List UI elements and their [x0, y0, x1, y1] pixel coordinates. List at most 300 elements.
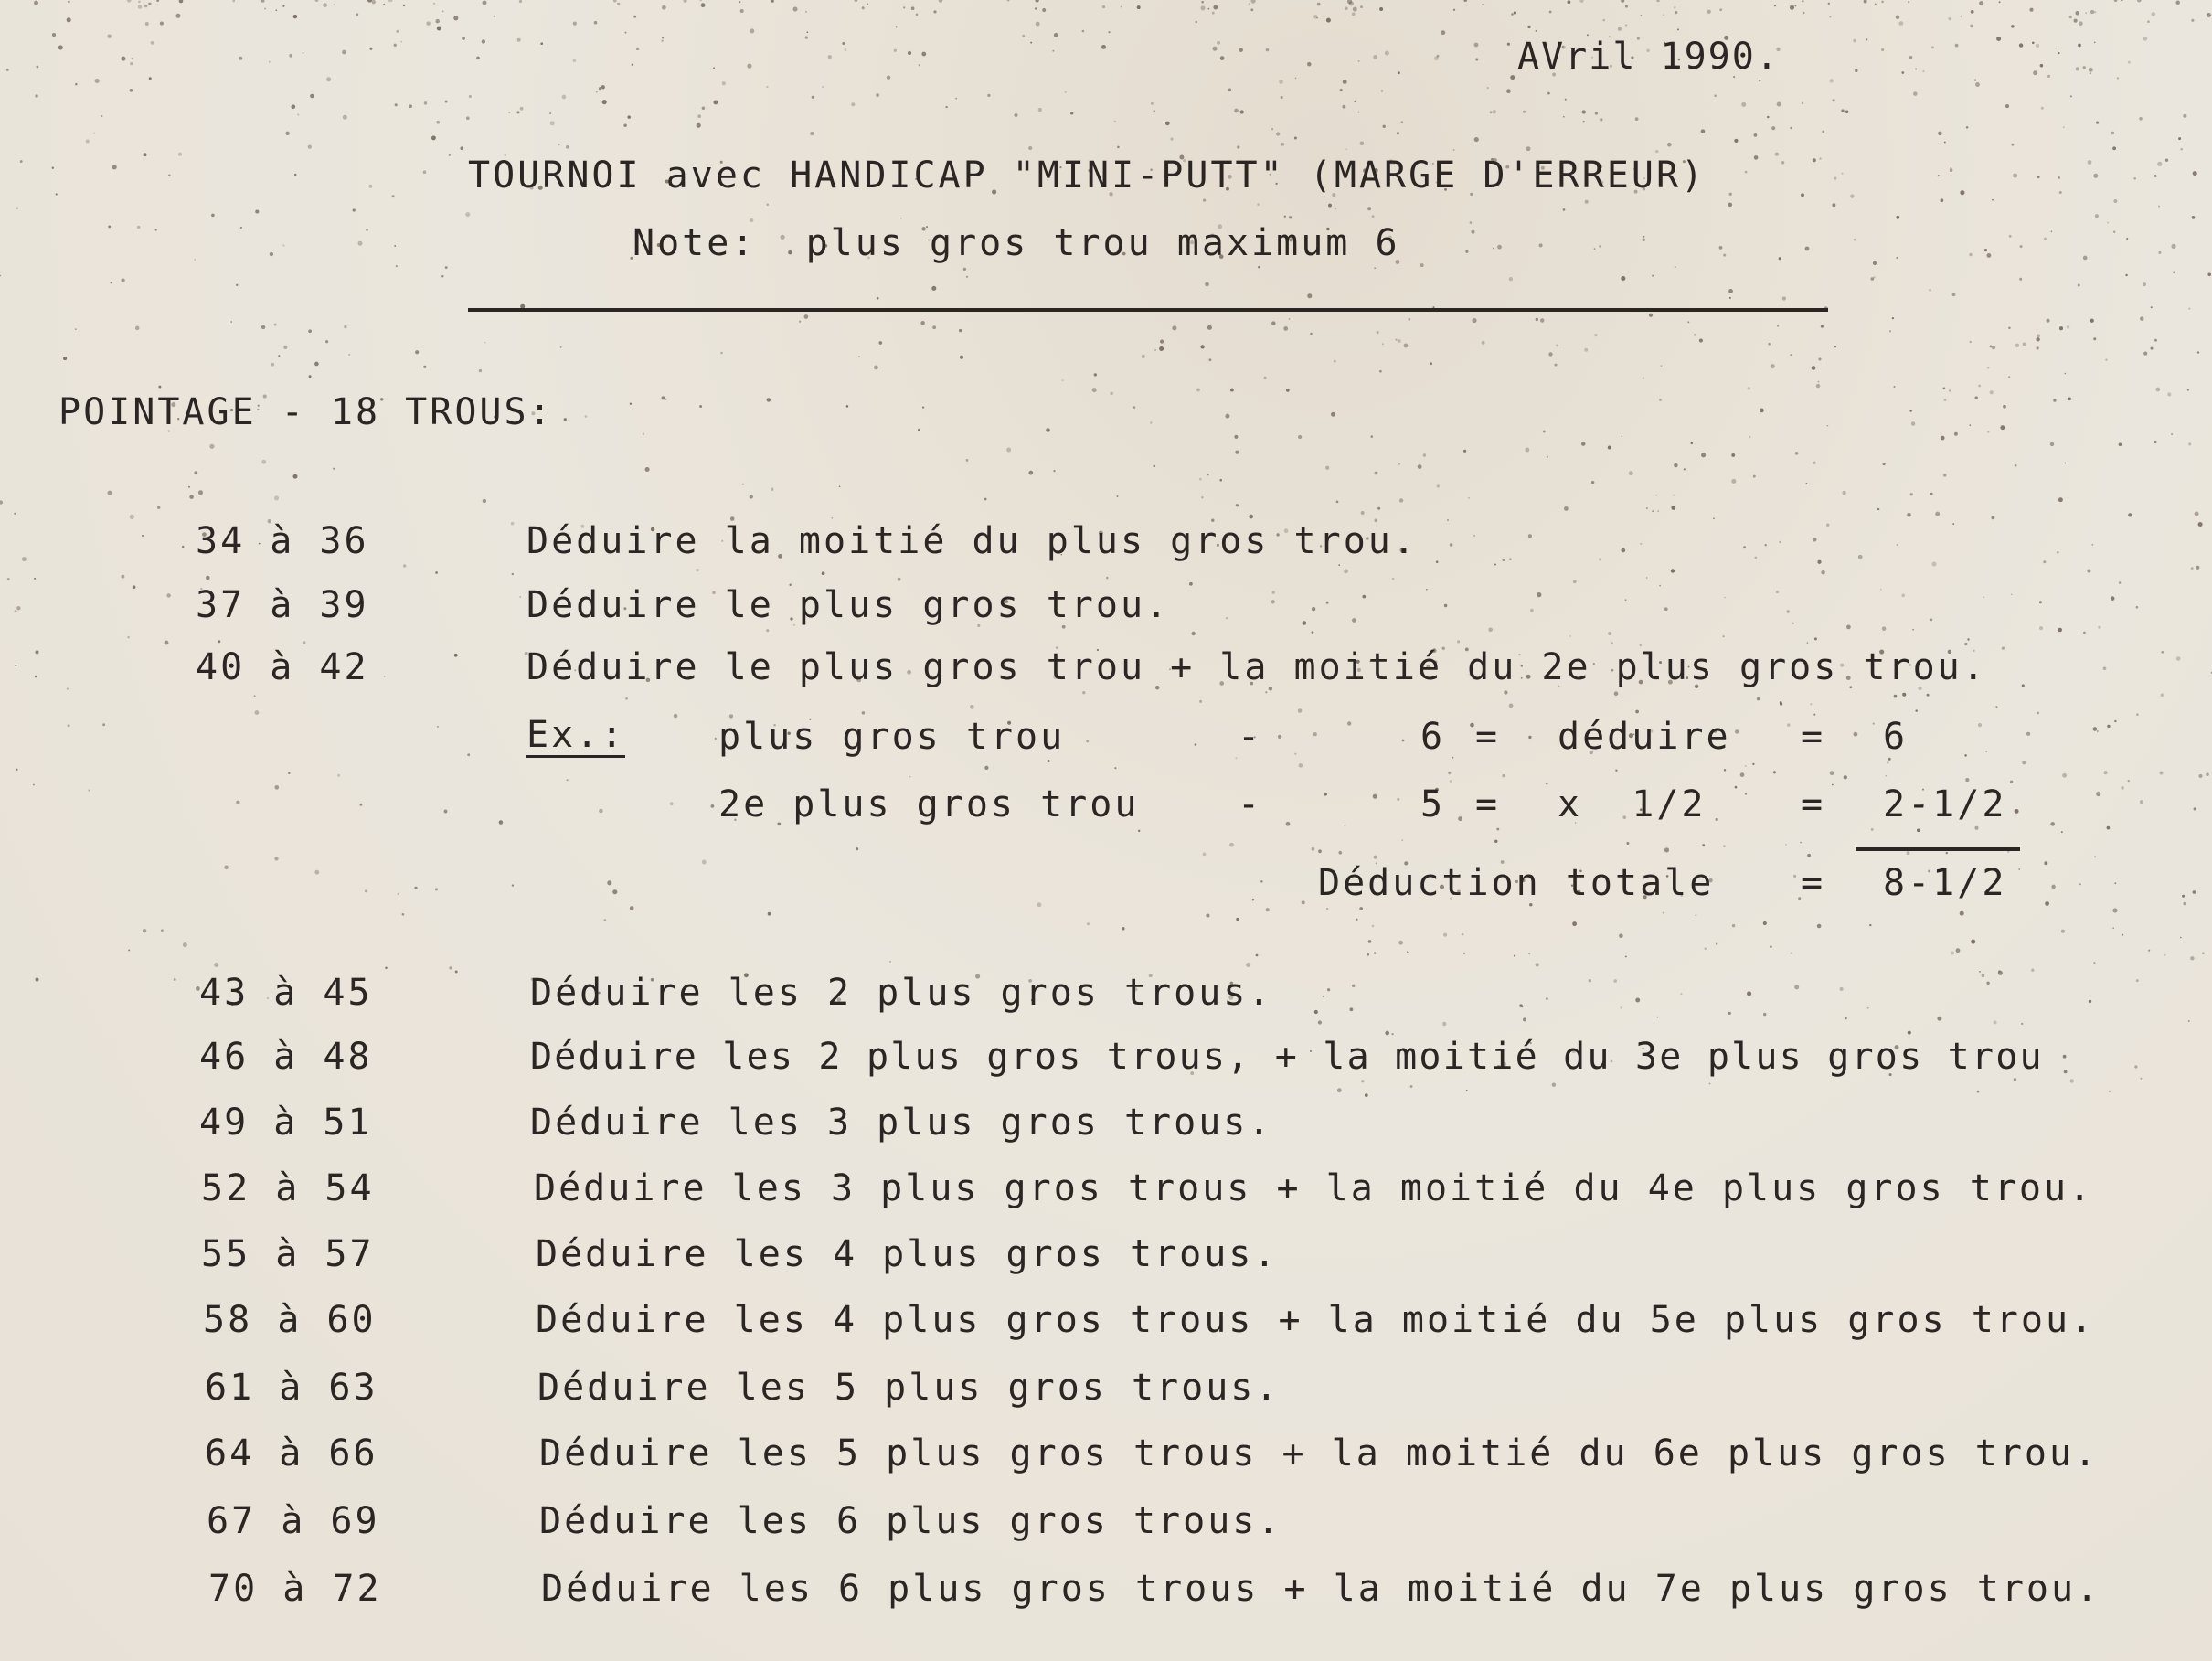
speckle-dot — [1826, 523, 1829, 526]
speckle-dot — [2044, 238, 2047, 240]
speckle-dot — [133, 585, 136, 589]
speckle-dot — [1410, 1085, 1413, 1088]
speckle-dot — [1752, 763, 1754, 765]
speckle-dot — [1787, 723, 1790, 726]
speckle-dot — [1256, 954, 1259, 957]
speckle-dot — [933, 10, 936, 13]
speckle-dot — [34, 578, 36, 580]
speckle-dot — [315, 0, 319, 2]
speckle-dot — [1375, 472, 1378, 475]
speckle-dot — [1354, 101, 1356, 102]
speckle-dot — [630, 403, 632, 405]
speckle-dot — [2093, 962, 2095, 964]
speckle-dot — [1699, 338, 1703, 342]
speckle-dot — [1530, 609, 1534, 612]
speckle-dot — [1443, 933, 1447, 937]
speckle-dot — [1303, 621, 1307, 625]
speckle-dot — [1302, 900, 1305, 904]
speckle-dot — [1196, 389, 1200, 392]
speckle-dot — [1732, 924, 1736, 928]
speckle-dot — [1028, 146, 1032, 150]
speckle-dot — [1326, 908, 1328, 910]
speckle-dot — [1731, 453, 1735, 457]
speckle-dot — [1913, 91, 1918, 96]
speckle-dot — [449, 154, 451, 156]
speckle-dot — [2082, 66, 2085, 69]
speckle-dot — [1621, 0, 1624, 3]
speckle-dot — [254, 695, 256, 697]
speckle-dot — [2178, 137, 2181, 140]
speckle-dot — [624, 32, 626, 34]
speckle-dot — [742, 484, 744, 485]
speckle-dot — [558, 144, 559, 145]
speckle-dot — [2180, 148, 2183, 151]
speckle-dot — [1367, 953, 1369, 956]
speckle-dot — [594, 21, 598, 25]
speckle-dot — [2055, 48, 2057, 49]
speckle-dot — [1790, 5, 1794, 10]
speckle-dot — [1289, 318, 1291, 320]
speckle-dot — [1944, 399, 1947, 401]
speckle-dot — [1671, 506, 1675, 510]
speckle-dot — [1922, 70, 1924, 72]
speckle-dot — [1138, 830, 1140, 832]
speckle-dot — [702, 860, 707, 865]
speckle-dot — [1674, 6, 1676, 9]
speckle-dot — [1585, 200, 1589, 204]
speckle-dot — [1108, 31, 1110, 33]
speckle-dot — [1397, 132, 1399, 134]
speckle-dot — [371, 0, 375, 4]
example-result: 2-1/2 — [1883, 783, 2007, 825]
speckle-dot — [1832, 784, 1834, 786]
speckle-dot — [1436, 560, 1439, 563]
speckle-dot — [465, 212, 470, 217]
rule-range: 34 à 36 — [196, 520, 369, 562]
example-operation: x 1/2 — [1558, 783, 1707, 825]
speckle-dot — [602, 100, 607, 104]
speckle-dot — [35, 650, 38, 654]
speckle-dot — [519, 0, 522, 3]
speckle-dot — [1474, 137, 1479, 142]
speckle-dot — [2192, 216, 2196, 219]
speckle-dot — [2206, 773, 2209, 777]
speckle-dot — [2095, 214, 2099, 218]
speckle-dot — [1114, 767, 1116, 769]
speckle-dot — [1992, 199, 1994, 201]
speckle-dot — [1887, 761, 1888, 763]
speckle-dot — [2183, 902, 2186, 906]
speckle-dot — [1200, 345, 1204, 348]
rule-text: Déduire les 3 plus gros trous. — [530, 1102, 1273, 1144]
speckle-dot — [261, 325, 265, 329]
speckle-dot — [1621, 276, 1625, 281]
speckle-dot — [1599, 559, 1601, 561]
speckle-dot — [127, 636, 130, 639]
speckle-dot — [2078, 284, 2080, 287]
speckle-dot — [1614, 691, 1619, 696]
speckle-dot — [1779, 541, 1781, 543]
speckle-dot — [2011, 144, 2014, 146]
speckle-dot — [1278, 735, 1281, 739]
speckle-dot — [1880, 589, 1882, 591]
speckle-dot — [1547, 92, 1550, 95]
speckle-dot — [1205, 282, 1209, 287]
speckle-dot — [1250, 8, 1253, 11]
speckle-dot — [1217, 41, 1220, 45]
speckle-dot — [108, 225, 111, 228]
speckle-dot — [2173, 271, 2175, 273]
speckle-dot — [1994, 1020, 1997, 1024]
speckle-dot — [1239, 48, 1243, 52]
speckle-dot — [2134, 1065, 2137, 1068]
speckle-dot — [2079, 883, 2081, 885]
rule-range: 64 à 66 — [205, 1432, 378, 1475]
speckle-dot — [1536, 963, 1539, 966]
speckle-dot — [540, 42, 543, 45]
speckle-dot — [842, 42, 845, 45]
speckle-dot — [1642, 239, 1645, 242]
rule-range: 46 à 48 — [199, 1036, 373, 1078]
speckle-dot — [2109, 1091, 2111, 1092]
speckle-dot — [566, 145, 569, 149]
speckle-dot — [1801, 193, 1804, 197]
speckle-dot — [1805, 247, 1810, 251]
speckle-dot — [294, 174, 297, 176]
speckle-dot — [1899, 21, 1904, 26]
speckle-dot — [1225, 414, 1229, 419]
speckle-dot — [1794, 5, 1796, 6]
speckle-dot — [1897, 544, 1898, 546]
speckle-dot — [261, 0, 265, 3]
speckle-dot — [2194, 807, 2196, 810]
speckle-dot — [158, 386, 161, 389]
speckle-dot — [1802, 102, 1803, 104]
speckle-dot — [1473, 535, 1475, 537]
speckle-dot — [2128, 61, 2131, 64]
speckle-dot — [2039, 601, 2042, 603]
speckle-dot — [1310, 333, 1312, 335]
rule-range: 52 à 54 — [201, 1167, 375, 1209]
speckle-dot — [2094, 42, 2096, 44]
speckle-dot — [1344, 825, 1345, 826]
speckle-dot — [1663, 14, 1664, 16]
speckle-dot — [1430, 362, 1432, 365]
speckle-dot — [22, 557, 27, 561]
speckle-dot — [2051, 230, 2053, 232]
speckle-dot — [1510, 75, 1515, 80]
speckle-dot — [1935, 512, 1940, 516]
speckle-dot — [400, 41, 402, 43]
speckle-dot — [1266, 908, 1270, 911]
speckle-dot — [1581, 442, 1585, 445]
speckle-dot — [1367, 207, 1371, 210]
speckle-dot — [710, 804, 714, 808]
speckle-dot — [88, 790, 90, 792]
speckle-dot — [623, 124, 626, 127]
speckle-dot — [645, 467, 650, 472]
rule-text: Déduire les 6 plus gros trous + la moitié du 7e plus gros trou. — [541, 1568, 2101, 1610]
speckle-dot — [1472, 318, 1476, 323]
speckle-dot — [1743, 546, 1746, 548]
speckle-dot — [1611, 642, 1613, 644]
speckle-dot — [102, 723, 105, 726]
speckle-dot — [1941, 436, 1945, 441]
speckle-dot — [683, 0, 686, 3]
speckle-dot — [1974, 826, 1978, 830]
rule-range: 55 à 57 — [201, 1233, 375, 1275]
speckle-dot — [1154, 110, 1155, 112]
speckle-dot — [1137, 5, 1141, 9]
speckle-dot — [1613, 979, 1617, 983]
speckle-dot — [160, 22, 164, 26]
speckle-dot — [922, 406, 924, 408]
speckle-dot — [394, 245, 396, 247]
speckle-dot — [1850, 194, 1854, 197]
speckle-dot — [822, 86, 824, 88]
speckle-dot — [1207, 474, 1208, 475]
speckle-dot — [674, 714, 678, 719]
speckle-dot — [2079, 21, 2083, 26]
speckle-dot — [1314, 1010, 1318, 1014]
speckle-dot — [385, 967, 388, 970]
speckle-dot — [1704, 947, 1706, 949]
rule-range: 49 à 51 — [199, 1102, 373, 1144]
speckle-dot — [2096, 792, 2100, 796]
speckle-dot — [383, 4, 385, 5]
speckle-dot — [1496, 828, 1499, 831]
speckle-dot — [2161, 694, 2164, 697]
rule-range: 67 à 69 — [207, 1500, 380, 1542]
speckle-dot — [1701, 129, 1706, 133]
speckle-dot — [433, 3, 435, 5]
speckle-dot — [469, 95, 472, 98]
speckle-dot — [1252, 899, 1254, 900]
speckle-dot — [2183, 114, 2186, 118]
speckle-dot — [894, 49, 897, 52]
speckle-dot — [549, 112, 551, 114]
speckle-dot — [1854, 239, 1856, 241]
speckle-dot — [1951, 952, 1954, 955]
total-underline — [1856, 847, 2020, 851]
speckle-dot — [1841, 173, 1843, 175]
speckle-dot — [1453, 9, 1455, 11]
speckle-dot — [805, 11, 807, 13]
speckle-dot — [1154, 349, 1156, 351]
speckle-dot — [1392, 578, 1395, 580]
speckle-dot — [1992, 346, 1995, 349]
speckle-dot — [1325, 466, 1329, 470]
speckle-dot — [1978, 723, 1982, 727]
speckle-dot — [2159, 772, 2163, 775]
speckle-dot — [1975, 82, 1980, 87]
speckle-dot — [603, 919, 606, 921]
speckle-dot — [1201, 496, 1203, 498]
speckle-dot — [2018, 868, 2020, 870]
speckle-dot — [128, 949, 130, 951]
speckle-dot — [2171, 244, 2175, 249]
speckle-dot — [482, 39, 485, 43]
speckle-dot — [436, 121, 440, 124]
speckle-dot — [462, 37, 465, 40]
speckle-dot — [2008, 327, 2011, 330]
speckle-dot — [1228, 88, 1231, 91]
speckle-dot — [1822, 131, 1824, 133]
speckle-dot — [1035, 7, 1037, 9]
speckle-dot — [1556, 344, 1558, 346]
speckle-dot — [282, 245, 284, 247]
speckle-dot — [161, 929, 164, 932]
speckle-dot — [2128, 513, 2132, 516]
speckle-dot — [15, 665, 16, 666]
speckle-dot — [1986, 253, 1991, 258]
speckle-dot — [2094, 11, 2096, 13]
speckle-dot — [460, 146, 463, 150]
speckle-dot — [1271, 600, 1275, 603]
speckle-dot — [314, 362, 319, 367]
speckle-dot — [1664, 607, 1668, 611]
speckle-dot — [804, 314, 809, 319]
speckle-dot — [1854, 732, 1858, 737]
speckle-dot — [1974, 79, 1976, 80]
speckle-dot — [353, 208, 356, 211]
speckle-dot — [310, 94, 314, 99]
speckle-dot — [479, 369, 482, 372]
speckle-dot — [1398, 71, 1400, 74]
speckle-dot — [1966, 126, 1969, 129]
speckle-dot — [1208, 8, 1210, 10]
speckle-dot — [1318, 1020, 1322, 1024]
speckle-dot — [697, 114, 701, 118]
speckle-dot — [1381, 90, 1384, 92]
speckle-dot — [1760, 409, 1764, 413]
speckle-dot — [1463, 953, 1465, 954]
speckle-dot — [2073, 18, 2077, 22]
speckle-dot — [1882, 626, 1887, 631]
speckle-dot — [1987, 367, 1990, 369]
speckle-dot — [333, 468, 335, 470]
speckle-dot — [2058, 176, 2060, 179]
speckle-dot — [1664, 847, 1669, 852]
speckle-dot — [1368, 940, 1372, 943]
speckle-dot — [889, 961, 891, 963]
speckle-dot — [1785, 844, 1787, 846]
speckle-dot — [1373, 55, 1377, 59]
speckle-dot — [1374, 856, 1377, 859]
speckle-dot — [867, 4, 868, 5]
speckle-dot — [1584, 348, 1588, 352]
speckle-dot — [1870, 277, 1874, 281]
speckle-dot — [1272, 591, 1275, 593]
speckle-dot — [2193, 890, 2196, 894]
speckle-dot — [16, 207, 19, 209]
speckle-dot — [1509, 277, 1513, 281]
speckle-dot — [359, 804, 362, 806]
speckle-dot — [1361, 1080, 1364, 1082]
speckle-dot — [1896, 216, 1899, 219]
speckle-dot — [1251, 0, 1256, 4]
speckle-dot — [1832, 99, 1834, 101]
speckle-dot — [7, 578, 10, 580]
example-value: 6 — [1420, 716, 1446, 758]
speckle-dot — [1408, 318, 1410, 321]
speckle-dot — [2195, 511, 2199, 516]
speckle-dot — [1263, 377, 1266, 379]
speckle-dot — [2076, 67, 2079, 70]
speckle-dot — [2207, 13, 2211, 17]
speckle-dot — [799, 321, 801, 323]
speckle-dot — [1526, 146, 1531, 151]
speckle-dot — [747, 64, 751, 69]
speckle-dot — [1724, 597, 1726, 599]
speckle-dot — [1954, 432, 1958, 436]
speckle-dot — [1504, 690, 1507, 694]
speckle-dot — [596, 91, 598, 92]
speckle-dot — [1834, 177, 1836, 180]
rule-text: Déduire les 3 plus gros trous + la moitié du 4e plus gros trou. — [534, 1167, 2094, 1209]
speckle-dot — [2043, 560, 2046, 563]
speckle-dot — [1289, 216, 1292, 218]
speckle-dot — [643, 433, 644, 435]
speckle-dot — [856, 847, 858, 850]
speckle-dot — [1821, 325, 1824, 328]
speckle-dot — [2008, 376, 2010, 378]
speckle-dot — [2191, 567, 2194, 570]
speckle-dot — [2196, 566, 2199, 570]
speckle-dot — [1528, 953, 1530, 954]
speckle-dot — [1855, 69, 1857, 72]
speckle-dot — [1546, 997, 1548, 1000]
speckle-dot — [2119, 581, 2122, 584]
example-value: 5 — [1420, 783, 1446, 825]
speckle-dot — [1457, 640, 1460, 643]
speckle-dot — [2091, 544, 2093, 546]
speckle-dot — [2126, 238, 2128, 240]
total-equals: = — [1801, 862, 1826, 904]
speckle-dot — [1249, 515, 1253, 519]
speckle-dot — [2009, 235, 2012, 238]
speckle-dot — [627, 115, 631, 119]
speckle-dot — [1246, 963, 1250, 967]
speckle-dot — [1283, 326, 1288, 331]
speckle-dot — [1203, 198, 1206, 201]
speckle-dot — [1286, 822, 1291, 826]
speckle-dot — [768, 912, 771, 916]
speckle-dot — [739, 1, 740, 3]
speckle-dot — [270, 252, 273, 256]
speckle-dot — [662, 396, 665, 399]
speckle-dot — [931, 286, 936, 291]
speckle-dot — [1643, 236, 1645, 238]
speckle-dot — [2089, 1000, 2091, 1003]
speckle-dot — [1344, 569, 1348, 573]
speckle-dot — [1667, 143, 1672, 147]
speckle-dot — [1352, 618, 1356, 623]
speckle-dot — [1199, 700, 1202, 703]
speckle-dot — [1625, 5, 1628, 7]
speckle-dot — [1790, 127, 1792, 129]
speckle-dot — [2015, 464, 2017, 467]
speckle-dot — [264, 7, 266, 9]
speckle-dot — [792, 7, 797, 12]
speckle-dot — [2136, 713, 2139, 716]
speckle-dot — [1931, 46, 1934, 48]
speckle-dot — [1471, 230, 1474, 234]
speckle-dot — [2050, 442, 2054, 446]
speckle-dot — [1352, 985, 1355, 987]
speckle-dot — [1579, 0, 1583, 3]
speckle-dot — [1793, 875, 1796, 878]
